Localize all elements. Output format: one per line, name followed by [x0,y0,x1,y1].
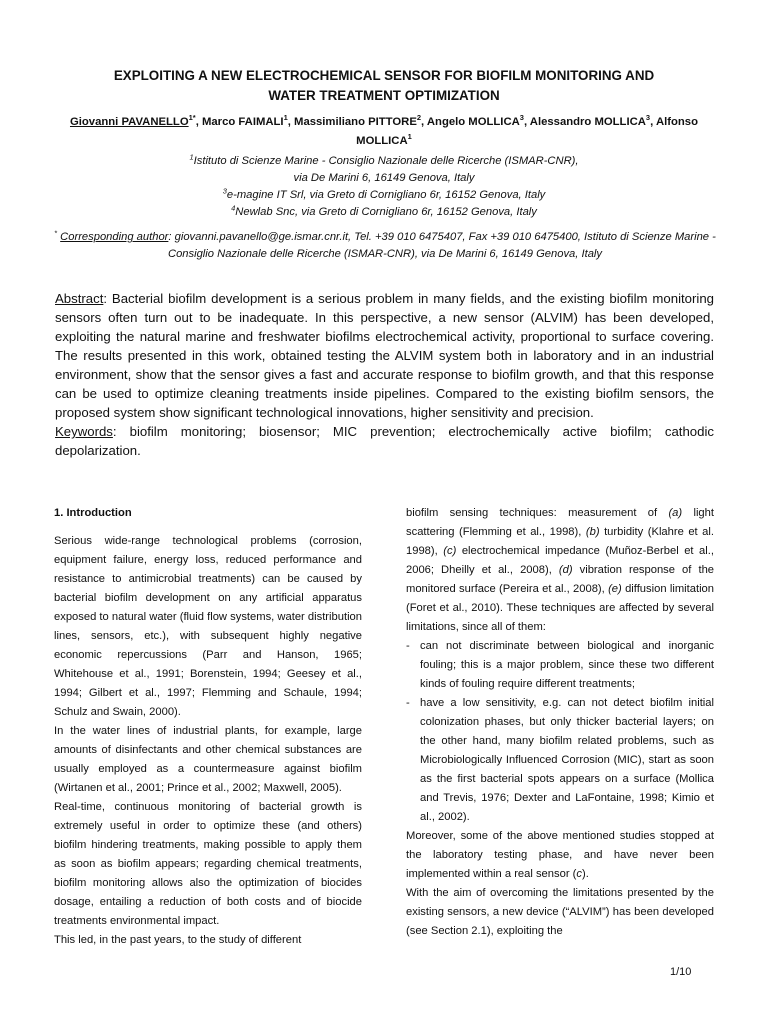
author-sup: 3 [645,113,651,123]
keywords [55,422,714,460]
paragraph: With the aim of overcoming the limitations presented by the existing sensors, a new device (“ALVIM”) has been developed (see Section 2.1), exploiting the [406,887,714,937]
author-name: , Alessandro MOLLICA [523,116,646,128]
abstract-text: : Bacterial biofilm development is a serious problem in many fields, and the existing biofilm monitoring sensors often turn out to be inadequate. In this perspective, a new sensor (ALVIM) has been developed, exploiting the natural marine and freshwater biofilms electrochemical activity, proportional to surface covering. The results presented in this work, obtained testing the ALVIM system both in laboratory and in an industrial environment, show that the sensor gives a fast and accurate response to biofilm growth, and that this response can be used to optimize cleaning treatments inside pipelines. Compared to the existing biofilm sensors, the proposed system show significant technological innovations, higher sensitivity and precision. [55,291,714,420]
author-sup: 1* [188,113,196,123]
paper-title [40,66,728,106]
author-name: , Angelo MOLLICA [421,116,520,128]
affiliations [80,153,688,221]
dash-marker: - [406,640,410,652]
author-sup: 1 [407,132,412,142]
corresponding-author-label: Corresponding author [60,231,169,243]
author-sup: 1 [283,113,288,123]
title-line-2: WATER TREATMENT OPTIMIZATION [268,88,500,103]
title-line-1: EXPLOITING A NEW ELECTROCHEMICAL SENSOR FOR BIOFILM MONITORING AND [113,68,655,83]
paragraph: Moreover, some of the above mentioned studies stopped at the laboratory testing phase, and have never been implemented within a real sensor (c). [406,830,714,880]
paragraph: In the water lines of industrial plants, for example, large amounts of disinfectants and other chemical substances are usually employed as a countermeasure against biofilm (Wirtanen et al., 2001; Prince et al., 2002; Maxwell, 2005). [54,725,362,794]
abstract-label: Abstract [55,291,104,306]
abstract-block [55,289,714,460]
affiliation-4: $^4$Newlab Snc, via Greto di Cornigliano 6r, 16152 Genova, Italy [231,203,537,218]
dash-marker: - [406,697,410,709]
list-item-text: have a low sensitivity, e.g. can not detect biofilm initial colonization phases, but only thicker bacterial layers; on the other hand, many biofilm related problems, such as Microbiologically Influenced Corrosion (MIC), start as soon as the first bacterial spots appears on a surface (Mollica and Trevis, 1976; Dexter and LaFontaine, 1998; Kimio et al., 2002). [420,697,714,823]
affiliation-3: $^3$e-magine IT Srl, via Greto di Cornigliano 6r, 16152 Genova, Italy [222,186,546,201]
affiliation-1: $^1$Istituto di Scienze Marine - Consiglio Nazionale delle Ricerche (ISMAR-CNR), [189,152,579,167]
list-item-text: can not discriminate between biological and inorganic fouling; this is a major problem, since these two different kinds of fouling require different treatments; [420,640,714,690]
corresponding-author: * Corresponding author: giovanni.pavanello@ge.ismar.cnr.it, Tel. +39 010 6475407, Fax +39 010 6475400, Istituto di Scienze Marine - Consiglio Nazionale delle Ricerche (ISMAR-CNR), via De Marini 6, 16149 Genova, Italy [54,228,716,260]
abstract [55,289,714,422]
section-heading: 1. Introduction [54,507,132,519]
author-list [60,113,708,151]
author-name: , Marco FAIMALI [195,116,284,128]
author-sup: 3 [519,113,524,123]
left-column [54,504,362,950]
keywords-text: : biofilm monitoring; biosensor; MIC prevention; electrochemically active biofilm; cathodic depolarization. [55,424,714,458]
paragraph: biofilm sensing techniques: measurement of (a) light scattering (Flemming et al., 1998), (b) turbidity (Klahre et al. 1998), (c) electrochemical impedance (Muñoz-Berbel et al., 2006; Dheilly et al., 2008), (d) vibration response of the monitored surface (Pereira et al., 2008), (e) diffusion limitation (Foret et al., 2010). These techniques are affected by several limitations, since all of them: [406,507,715,633]
paragraph: Serious wide-range technological problems (corrosion, equipment failure, energy loss, reduced performance and resistance to antimicrobial treatments) can be caused by bacterial biofilm development on any artificial apparatus exposed to natural water (fluid flow systems, water distribution lines, sensors, etc.), with subsequent highly negative economic repercussions (Parr and Hanson, 1965; Whitehouse et al., 1991; Borenstein, 1994; Geesey et al., 1994; Gilbert et al., 1997; Flemming and Schaule, 1994; Schulz and Swain, 2000). [54,535,362,718]
author-name: Giovanni PAVANELLO [69,116,189,128]
list-item [406,637,714,694]
author-name: , Massimiliano PITTORE [287,116,417,128]
keywords-label: Keywords [55,424,113,439]
author-name: , Alfonso MOLLICA [356,116,698,147]
paragraph: This led, in the past years, to the study of different [54,934,302,946]
affiliation-1-address: via De Marini 6, 16149 Genova, Italy [293,172,475,184]
corresponding-author-text: : giovanni.pavanello@ge.ismar.cnr.it, Tel. +39 010 6475407, Fax +39 010 6475400, Istituto di Scienze Marine - Consiglio Nazionale delle Ricerche (ISMAR-CNR), via De Marini 6, 16149 Genova, Italy [167,231,716,260]
paragraph: Real-time, continuous monitoring of bacterial growth is extremely useful in order to optimize these (and others) biofilm hindering treatments, making possible to apply them as soon as biofilm appears; regarding chemical treatments, biofilm monitoring allows also the optimization of biocides dosage, entailing a reduction of both costs and of biocide treatments environmental impact. [54,801,362,927]
right-column [406,504,714,941]
author-sup: 2 [416,113,422,123]
list-item [406,694,714,827]
page-number: 1/10 [670,966,692,978]
